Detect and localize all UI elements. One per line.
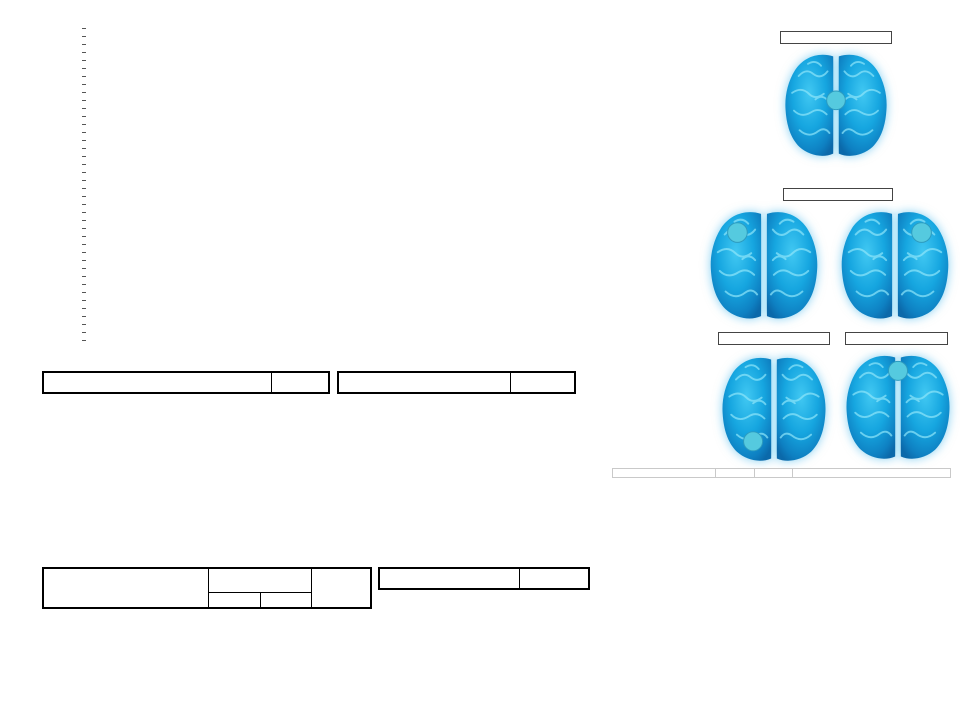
electrode-marker-cz xyxy=(827,91,846,110)
summary-ratio-header xyxy=(755,469,793,478)
location-label-o1 xyxy=(718,332,830,345)
f3-column-header xyxy=(208,592,260,608)
cz-values-table xyxy=(42,371,330,394)
o1-values-header xyxy=(510,372,575,393)
brain-image-o1 xyxy=(715,351,833,467)
brain-image-f4 xyxy=(835,205,955,325)
electrode-marker-f3 xyxy=(728,223,748,243)
eeg-trace-plot xyxy=(85,28,718,346)
eeg-viewer xyxy=(40,14,720,348)
cz-values-header xyxy=(271,372,329,393)
o1-table-title xyxy=(338,372,510,393)
f3f4-values-table xyxy=(42,567,372,609)
o1-values-table xyxy=(337,371,576,394)
location-label-fz xyxy=(845,332,948,345)
fz-values-table xyxy=(378,567,590,590)
fz-table-title xyxy=(379,568,519,589)
summary-values-header xyxy=(716,469,755,478)
cz-table-title xyxy=(43,372,271,393)
cz-summary-table xyxy=(612,468,951,478)
brain-image-f3 xyxy=(704,205,824,325)
f4-column-header xyxy=(260,592,311,608)
electrode-marker-f4 xyxy=(912,223,932,243)
location-label-cz xyxy=(780,31,892,44)
electrode-marker-o1 xyxy=(744,432,763,451)
channel-label-list xyxy=(45,45,86,342)
summary-region-header xyxy=(613,469,716,478)
f3f4-table-title xyxy=(43,568,208,608)
brain-image-cz xyxy=(777,48,895,162)
summary-note-header xyxy=(793,469,951,478)
location-label-f3f4 xyxy=(783,188,893,201)
electrode-marker-fz xyxy=(888,361,907,380)
fz-values-header xyxy=(519,568,589,589)
f3f4-diff-header xyxy=(311,568,371,608)
f3f4-values-header xyxy=(208,568,311,592)
brain-image-fz xyxy=(839,349,957,465)
